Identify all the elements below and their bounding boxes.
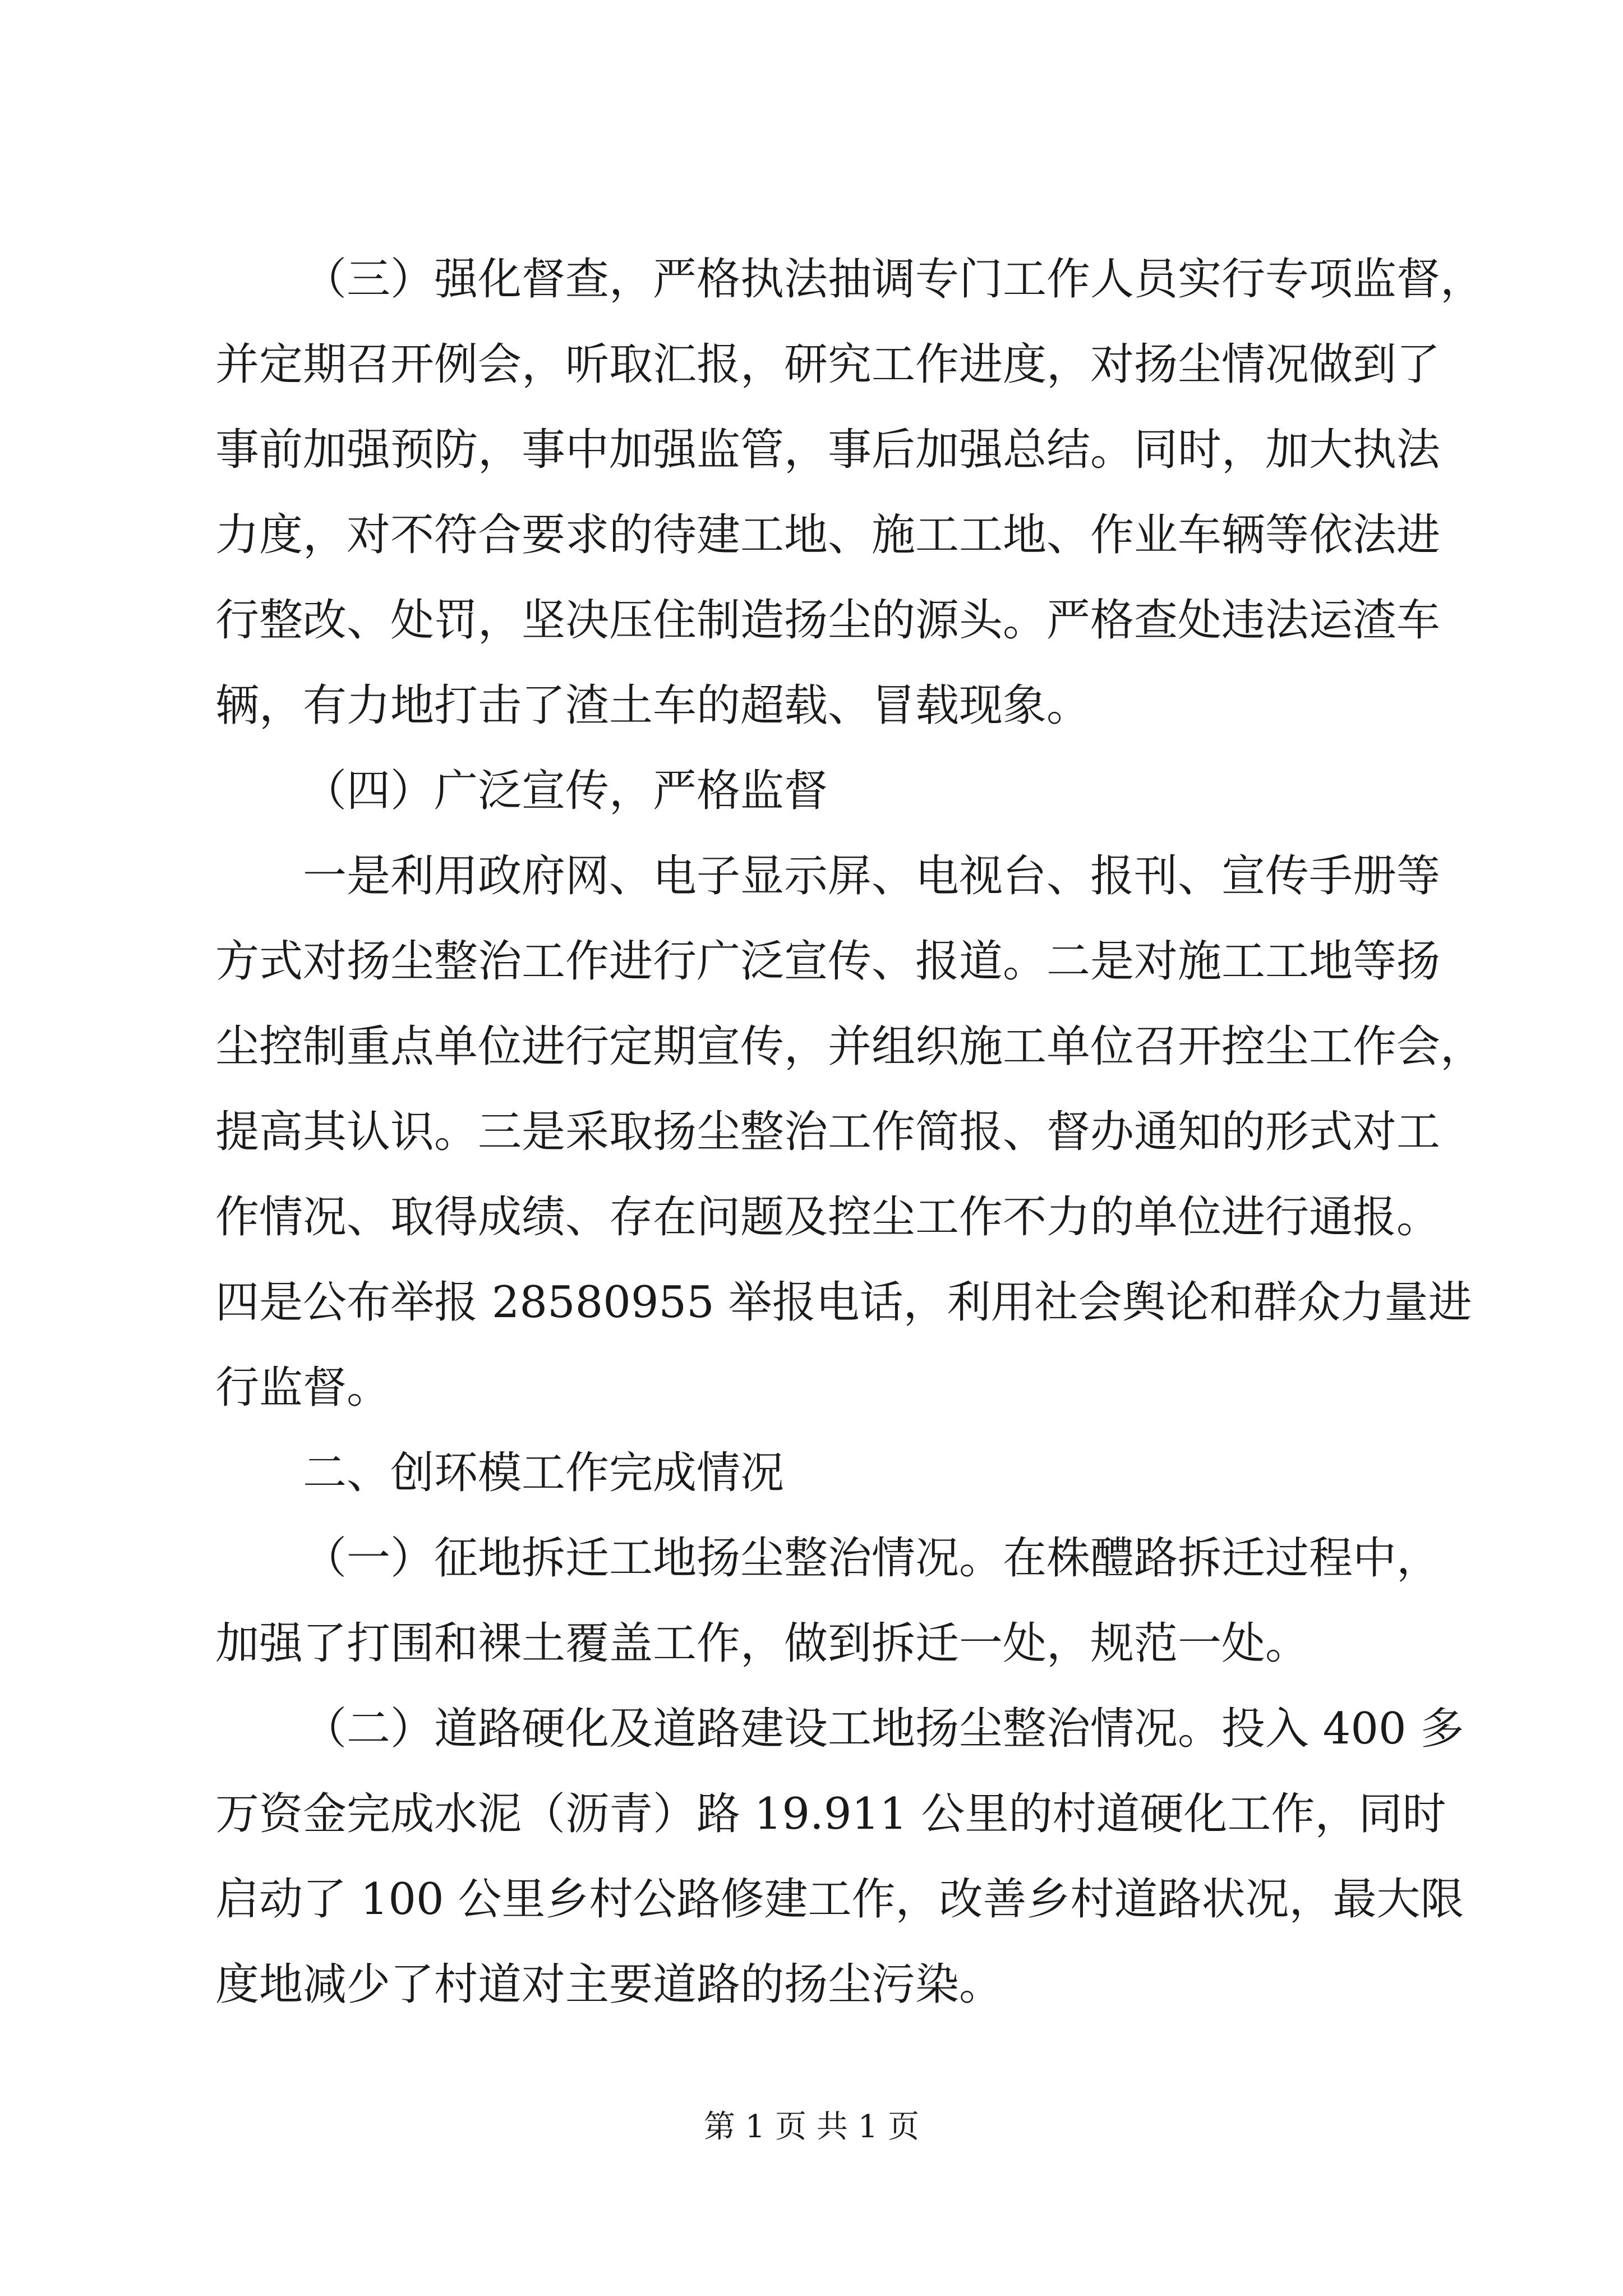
paragraph-line: 提高其认识。三是采取扬尘整治工作简报、督办通知的形式对工 (215, 1107, 1441, 1157)
paragraph-line: 一是利用政府网、电子显示屏、电视台、报刊、宣传手册等 (303, 851, 1441, 901)
paragraph-line: 度地减少了村道对主要道路的扬尘污染。 (215, 1959, 1003, 2010)
paragraph-line: 辆，有力地打击了渣土车的超载、冒载现象。 (215, 680, 1091, 731)
paragraph-line: （三）强化督查，严格执法抽调专门工作人员实行专项监督， (303, 254, 1484, 305)
paragraph-line: （四）广泛宣传，严格监督 (303, 766, 828, 816)
paragraph-line: 启动了 100 公里乡村公路修建工作，改善乡村道路状况，最大限 (215, 1874, 1464, 1925)
paragraph-line: 力度，对不符合要求的待建工地、施工工地、作业车辆等依法进 (215, 510, 1441, 560)
paragraph-line: 事前加强预防，事中加强监管，事后加强总结。同时，加大执法 (215, 425, 1441, 475)
paragraph-line: 行监督。 (215, 1363, 391, 1413)
paragraph-line: 方式对扬尘整治工作进行广泛宣传、报道。二是对施工工地等扬 (215, 936, 1441, 987)
paragraph-line: （一）征地拆迁工地扬尘整治情况。在株醴路拆迁过程中， (303, 1533, 1441, 1584)
paragraph-line: 加强了打围和裸土覆盖工作，做到拆迁一处，规范一处。 (215, 1618, 1310, 1669)
paragraph-line: 行整改、处罚，坚决压住制造扬尘的源头。严格查处违法运渣车 (215, 595, 1441, 646)
paragraph-line: 四是公布举报 28580955 举报电话，利用社会舆论和群众力量进 (215, 1277, 1472, 1328)
paragraph-line: 尘控制重点单位进行定期宣传，并组织施工单位召开控尘工作会， (215, 1022, 1484, 1072)
paragraph-line: （二）道路硬化及道路建设工地扬尘整治情况。投入 400 多 (303, 1704, 1464, 1754)
paragraph-line: 作情况、取得成绩、存在问题及控尘工作不力的单位进行通报。 (215, 1192, 1441, 1243)
paragraph-line: 并定期召开例会，听取汇报，研究工作进度，对扬尘情况做到了 (215, 339, 1441, 390)
paragraph-line: 二、创环模工作完成情况 (303, 1448, 785, 1498)
paragraph-line: 万资金完成水泥（沥青）路 19.911 公里的村道硬化工作，同时 (215, 1789, 1446, 1839)
page-footer: 第 1 页 共 1 页 (703, 2109, 920, 2145)
